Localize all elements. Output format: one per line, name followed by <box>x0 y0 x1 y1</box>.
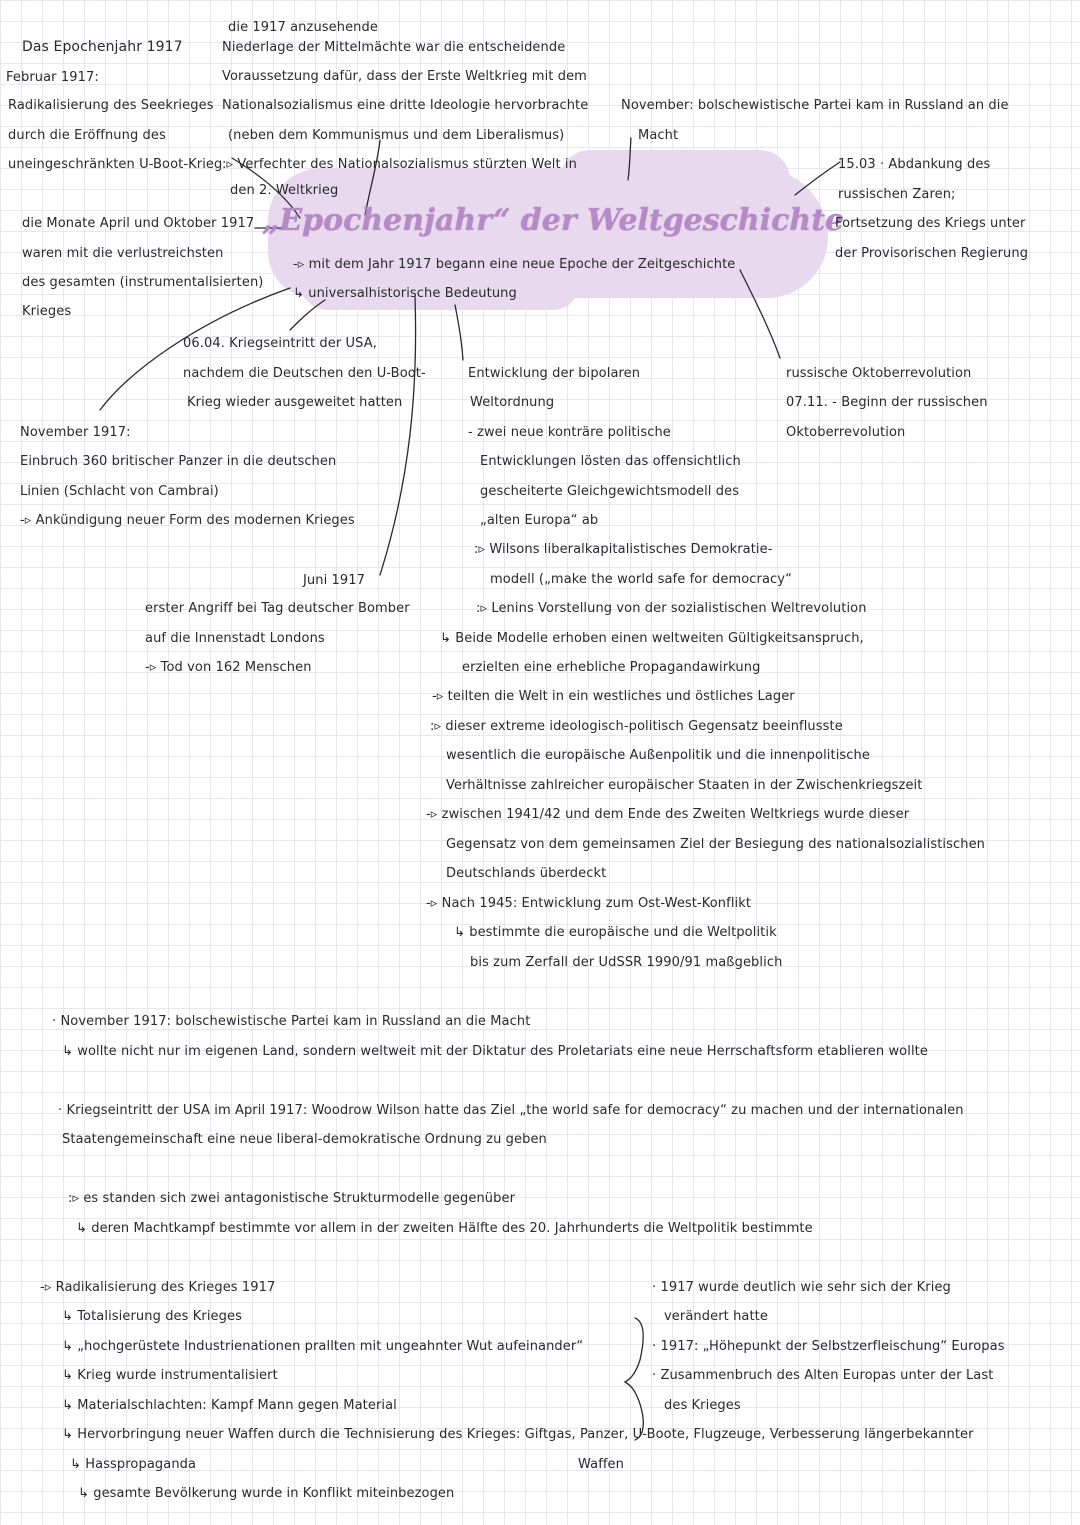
feb-line-3: uneingeschränkten U-Boot-Krieg <box>8 157 223 172</box>
title-sub-1: -▹ mit dem Jahr 1917 begann eine neue Epoche der Zeitgeschichte <box>293 257 736 272</box>
bipolar-line-15: Verhältnisse zahlreicher europäischer Staaten in der Zwischenkriegszeit <box>446 778 923 793</box>
london-line-2: erster Angriff bei Tag deutscher Bomber <box>145 601 410 616</box>
radicalization-line-8: ↳ Hasspropaganda <box>70 1457 197 1472</box>
summary-line-5: des Krieges <box>664 1398 741 1413</box>
line-november <box>628 138 631 180</box>
line-zar <box>795 162 840 195</box>
bolshevik-line-2: ↳ wollte nicht nur im eigenen Land, sondern weltweit mit der Diktatur des Proletariats eine neue Herrschaftsform etablieren wollte <box>62 1044 928 1059</box>
november-power-line-1: November: bolschewistische Partei kam in Russland an die <box>621 98 1009 113</box>
radicalization-line-5: ↳ Materialschlachten: Kampf Mann gegen Material <box>62 1398 397 1413</box>
radicalization-line-9: ↳ gesamte Bevölkerung wurde in Konflikt miteinbezogen <box>78 1486 455 1501</box>
bipolar-line-19: -▹ Nach 1945: Entwicklung zum Ost-West-Konflikt <box>426 896 752 911</box>
ideology-line-1: die 1917 anzusehende <box>228 20 378 35</box>
bipolar-line-21: bis zum Zerfall der UdSSR 1990/91 maßgeblich <box>470 955 783 970</box>
bipolar-line-8: modell („make the world safe for democracy“ <box>490 572 792 587</box>
bipolar-line-13: :▹ dieser extreme ideologisch-politisch Gegensatz beeinflusste <box>430 719 843 734</box>
months-line-1: die Monate April und Oktober 1917 <box>22 216 255 231</box>
ideology-line-7: den 2. Weltkrieg <box>230 183 339 198</box>
bipolar-line-10: ↳ Beide Modelle erhoben einen weltweiten Gültigkeitsanspruch, <box>440 631 864 646</box>
zar-line-1: 15.03 · Abdankung des <box>838 157 991 172</box>
bipolar-line-9: :▹ Lenins Vorstellung von der sozialistischen Weltrevolution <box>476 601 867 616</box>
zar-line-2: russischen Zaren; <box>838 187 956 202</box>
ideology-line-3: Voraussetzung dafür, dass der Erste Weltkrieg mit dem <box>222 69 587 84</box>
bipolar-line-16: -▹ zwischen 1941/42 und dem Ende des Zweiten Weltkriegs wurde dieser <box>426 807 910 822</box>
cambrai-line-2: Einbruch 360 britischer Panzer in die deutschen <box>20 454 337 469</box>
months-line-4: Krieges <box>22 304 72 319</box>
ideology-line-2: Niederlage der Mittelmächte war die entscheidende <box>222 40 566 55</box>
line-usa <box>290 300 325 330</box>
bipolar-line-18: Deutschlands überdeckt <box>446 866 607 881</box>
cambrai-line-3: Linien (Schlacht von Cambrai) <box>20 484 219 499</box>
bipolar-line-12: -▹ teilten die Welt in ein westliches und östliches Lager <box>432 689 795 704</box>
wilson-line-2: Staatengemeinschaft eine neue liberal-demokratische Ordnung zu geben <box>62 1132 547 1147</box>
usa-line-3: Krieg wieder ausgeweitet hatten <box>187 395 403 410</box>
summary-line-4: · Zusammenbruch des Alten Europas unter der Last <box>652 1368 994 1383</box>
feb-label: Februar 1917: <box>6 70 99 85</box>
line-juni <box>380 296 416 575</box>
radicalization-line-4: ↳ Krieg wurde instrumentalisiert <box>62 1368 278 1383</box>
oktober-line-3: Oktoberrevolution <box>786 425 906 440</box>
bipolar-line-2: Weltordnung <box>470 395 555 410</box>
usa-line-1: 06.04. Kriegseintritt der USA, <box>183 336 377 351</box>
bipolar-line-1: Entwicklung der bipolaren <box>468 366 641 381</box>
ideology-line-5: (neben dem Kommunismus und dem Liberalismus) <box>228 128 565 143</box>
london-line-3: auf die Innenstadt Londons <box>145 631 325 646</box>
usa-line-2: nachdem die Deutschen den U-Boot- <box>183 366 426 381</box>
bipolar-line-14: wesentlich die europäische Außenpolitik und die innenpolitische <box>446 748 870 763</box>
summary-line-3: · 1917: „Höhepunkt der Selbstzerfleischung“ Europas <box>652 1339 1005 1354</box>
london-line-4: -▹ Tod von 162 Menschen <box>145 660 312 675</box>
zar-line-3: Fortsetzung des Kriegs unter <box>835 216 1026 231</box>
brace <box>625 1318 643 1440</box>
antagonism-line-1: :▹ es standen sich zwei antagonistische Strukturmodelle gegenüber <box>68 1191 516 1206</box>
bipolar-line-5: gescheiterte Gleichgewichtsmodell des <box>480 484 740 499</box>
ideology-line-6: :▹ Verfechter des Nationalsozialismus stürzten Welt in <box>222 157 577 172</box>
cambrai-line-1: November 1917: <box>20 425 131 440</box>
oktober-line-2: 07.11. - Beginn der russischen <box>786 395 988 410</box>
zar-line-4: der Provisorischen Regierung <box>835 246 1029 261</box>
ideology-line-4: Nationalsozialismus eine dritte Ideologie hervorbrachte <box>222 98 589 113</box>
summary-line-2: verändert hatte <box>664 1309 768 1324</box>
november-power-line-2: Macht <box>638 128 679 143</box>
months-line-2: waren mit die verlustreichsten <box>22 246 224 261</box>
bipolar-line-6: „alten Europa“ ab <box>480 513 599 528</box>
cambrai-line-4: -▹ Ankündigung neuer Form des modernen Krieges <box>20 513 355 528</box>
summary-line-1: · 1917 wurde deutlich wie sehr sich der Krieg <box>652 1280 951 1295</box>
line-oktober <box>740 270 780 358</box>
line-bipolar <box>455 305 463 360</box>
bipolar-line-7: :▹ Wilsons liberalkapitalistisches Demokratie- <box>474 542 773 557</box>
radicalization-line-1: -▹ Radikalisierung des Krieges 1917 <box>40 1280 276 1295</box>
antagonism-line-2: ↳ deren Machtkampf bestimmte vor allem in der zweiten Hälfte des 20. Jahrhunderts die Weltpolitik bestimmte <box>76 1221 813 1236</box>
radicalization-line-6: ↳ Hervorbringung neuer Waffen durch die Technisierung des Krieges: Giftgas, Panzer, U-Boote, Flugzeuge, Verbesserung längerbekannter <box>62 1427 974 1442</box>
page-heading: Das Epochenjahr 1917 <box>22 39 183 55</box>
bipolar-line-17: Gegensatz von dem gemeinsamen Ziel der Besiegung des nationalsozialistischen <box>446 837 986 852</box>
radicalization-line-2: ↳ Totalisierung des Krieges <box>62 1309 242 1324</box>
radicalization-line-7: Waffen <box>578 1457 624 1472</box>
title-sub-2: ↳ universalhistorische Bedeutung <box>293 286 517 301</box>
bipolar-line-4: Entwicklungen lösten das offensichtlich <box>480 454 741 469</box>
bipolar-line-11: erzielten eine erhebliche Propagandawirkung <box>462 660 761 675</box>
months-line-3: des gesamten (instrumentalisierten) <box>22 275 264 290</box>
feb-line-2: durch die Eröffnung des <box>8 128 166 143</box>
bipolar-line-20: ↳ bestimmte die europäische und die Weltpolitik <box>454 925 777 940</box>
bipolar-line-3: - zwei neue konträre politische <box>468 425 671 440</box>
radicalization-line-3: ↳ „hochgerüstete Industrienationen prallten mit ungeahnter Wut aufeinander“ <box>62 1339 584 1354</box>
feb-line-1: Radikalisierung des Seekrieges <box>8 98 214 113</box>
wilson-line-1: · Kriegseintritt der USA im April 1917: Woodrow Wilson hatte das Ziel „the world safe for democracy“ zu machen und der internationalen <box>58 1103 964 1118</box>
bolshevik-line-1: · November 1917: bolschewistische Partei kam in Russland an die Macht <box>52 1014 531 1029</box>
oktober-line-1: russische Oktoberrevolution <box>786 366 972 381</box>
london-line-1: Juni 1917 <box>303 573 366 588</box>
page-title: „Epochenjahr“ der Weltgeschichte <box>262 203 845 238</box>
